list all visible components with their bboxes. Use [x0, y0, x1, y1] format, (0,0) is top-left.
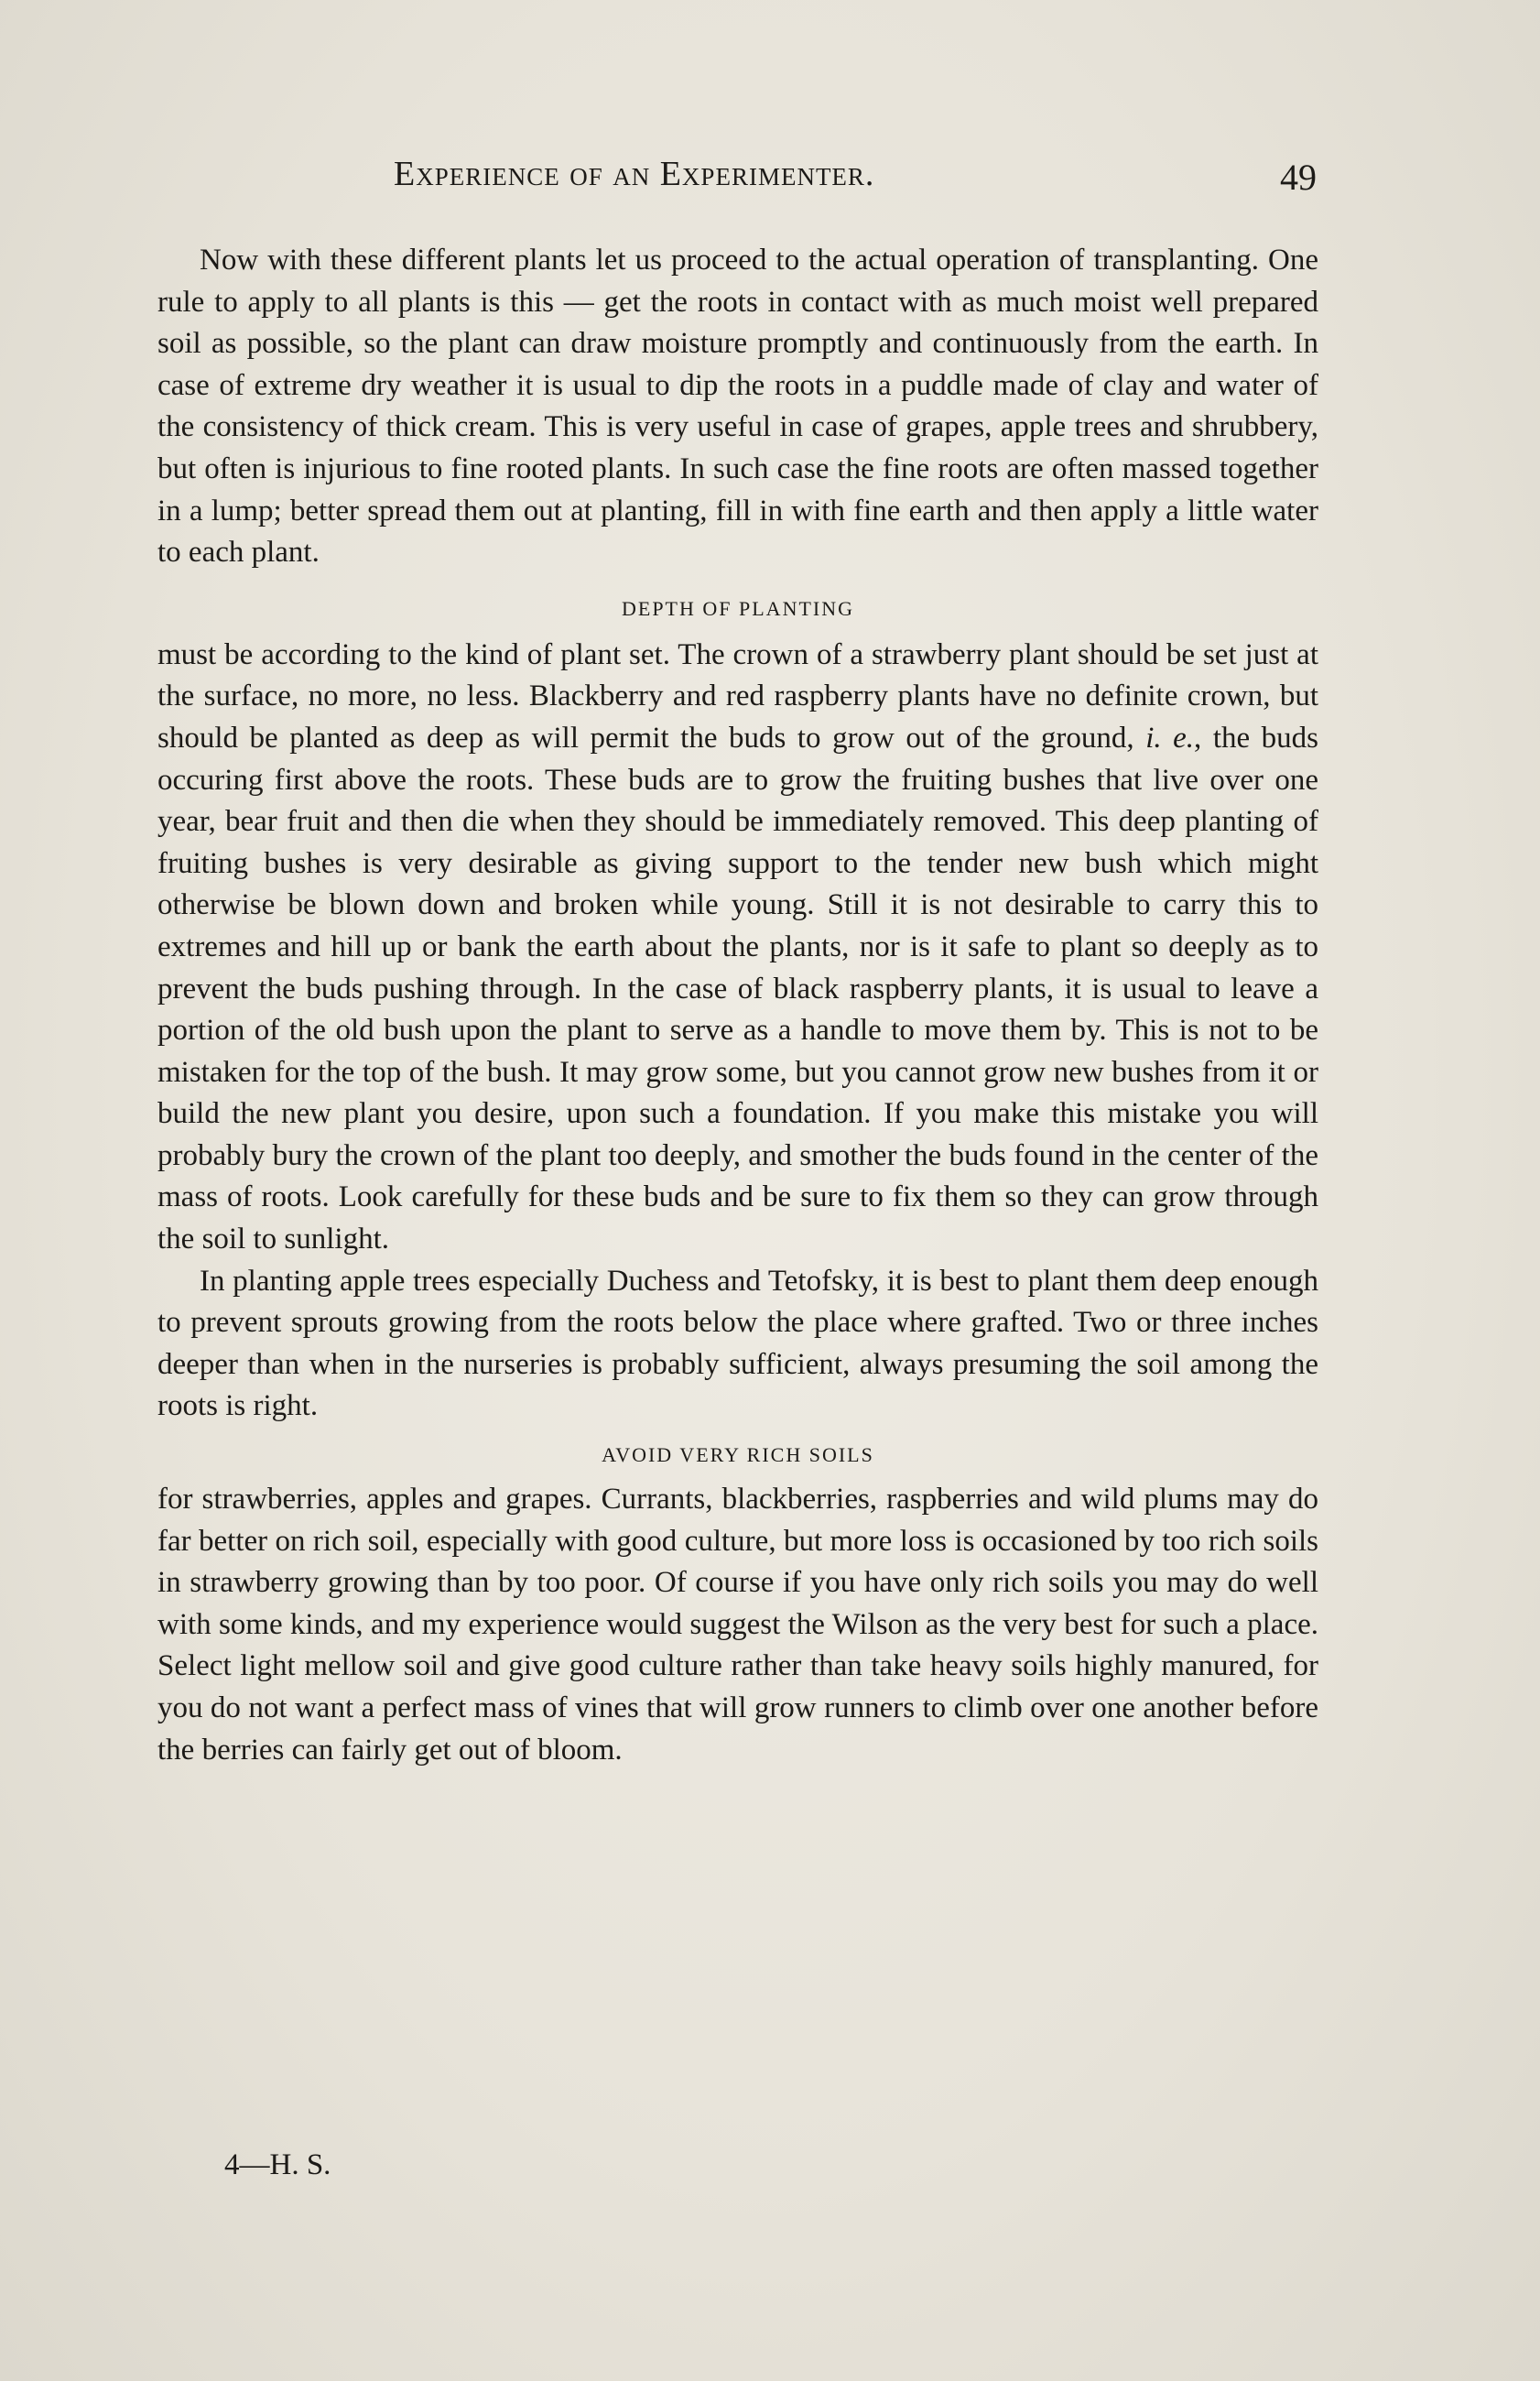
section-heading-avoid-rich-soils: AVOID VERY RICH SOILS [602, 1443, 874, 1467]
paragraph-depth-ie: i. e. [1145, 721, 1195, 755]
page-body [157, 240, 1318, 1771]
paragraph-transplanting: Now with these different plants let us proceed to the actual operation of transplanting. One rule to apply to all plants is this — get the roots in contact with as much moist well prepared soil as possible, so the plant can draw moisture promptly and continuously from the earth. In case of extreme dry weather it is usual to dip the roots in a puddle made of clay and water of the consistency of thick cream. This is very useful in case of grapes, apple trees and shrubbery, but often is injurious to fine rooted plants. In such case the fine roots are often massed together in a lump; better spread them out at planting, fill in with fine earth and then apply a little water to each plant. [157, 244, 1318, 570]
running-head: Experience of an Experimenter. [394, 155, 875, 193]
paragraph-depth-of-planting [157, 635, 1318, 1261]
paragraph-depth-text-a: must be according to the kind of plant set. The crown of a strawberry plant should be set just at the surface, no more, no less. Blackberry and red raspberry plants have no definite crown, but should be planted as deep as will permit the buds to grow out of the ground, [157, 637, 1318, 755]
paragraph-apple-trees: In planting apple trees especially Duchess and Tetofsky, it is best to plant them deep enough to prevent sprouts growing from the roots below the place where grafted. Two or three inches deeper than when in the nurseries is probably sufficient, always presuming the soil among the roots is right. [157, 1264, 1318, 1423]
page-header [394, 154, 1328, 218]
section-heading-depth-of-planting: DEPTH OF PLANTING [622, 596, 854, 620]
signature-mark: 4—H. S. [224, 2148, 331, 2181]
paragraph-depth-text-b: , the buds occuring first above the roots. These buds are to grow the fruiting bushes that live over one year, bear fruit and then die when they should be immediately removed. This deep planting of fruiting bushes is very desirable as giving support to the tender new bush which might otherwise be blown down and broken while young. Still it is not desirable to carry this to extremes and hill up or bank the earth about the plants, nor is it safe to plant so deeply as to prevent the buds pushing through. In the case of black raspberry plants, it is usual to leave a portion of the old bush upon the plant to serve as a handle to move them by. This is not to be mistaken for the top of the bush. It may grow some, but you cannot grow new bushes from it or build the new plant you desire, upon such a foundation. If you make this mistake you will probably bury the crown of the plant too deeply, and smother the buds found in the center of the mass of roots. Look carefully for these buds and be sure to fix them so they can grow through the soil to sunlight. [157, 721, 1318, 1256]
page-number: 49 [1280, 157, 1317, 198]
paragraph-rich-soils: for strawberries, apples and grapes. Currants, blackberries, raspberries and wild plums may do far better on rich soil, especially with good culture, but more loss is occasioned by too rich soils in strawberry growing than by too poor. Of course if you have only rich soils you may do well with some kinds, and my experience would suggest the Wilson as the very best for such a place. Select light mellow soil and give good culture rather than take heavy soils highly manured, for you do not want a perfect mass of vines that will grow runners to climb over one another before the berries can fairly get out of bloom. [157, 1483, 1318, 1767]
